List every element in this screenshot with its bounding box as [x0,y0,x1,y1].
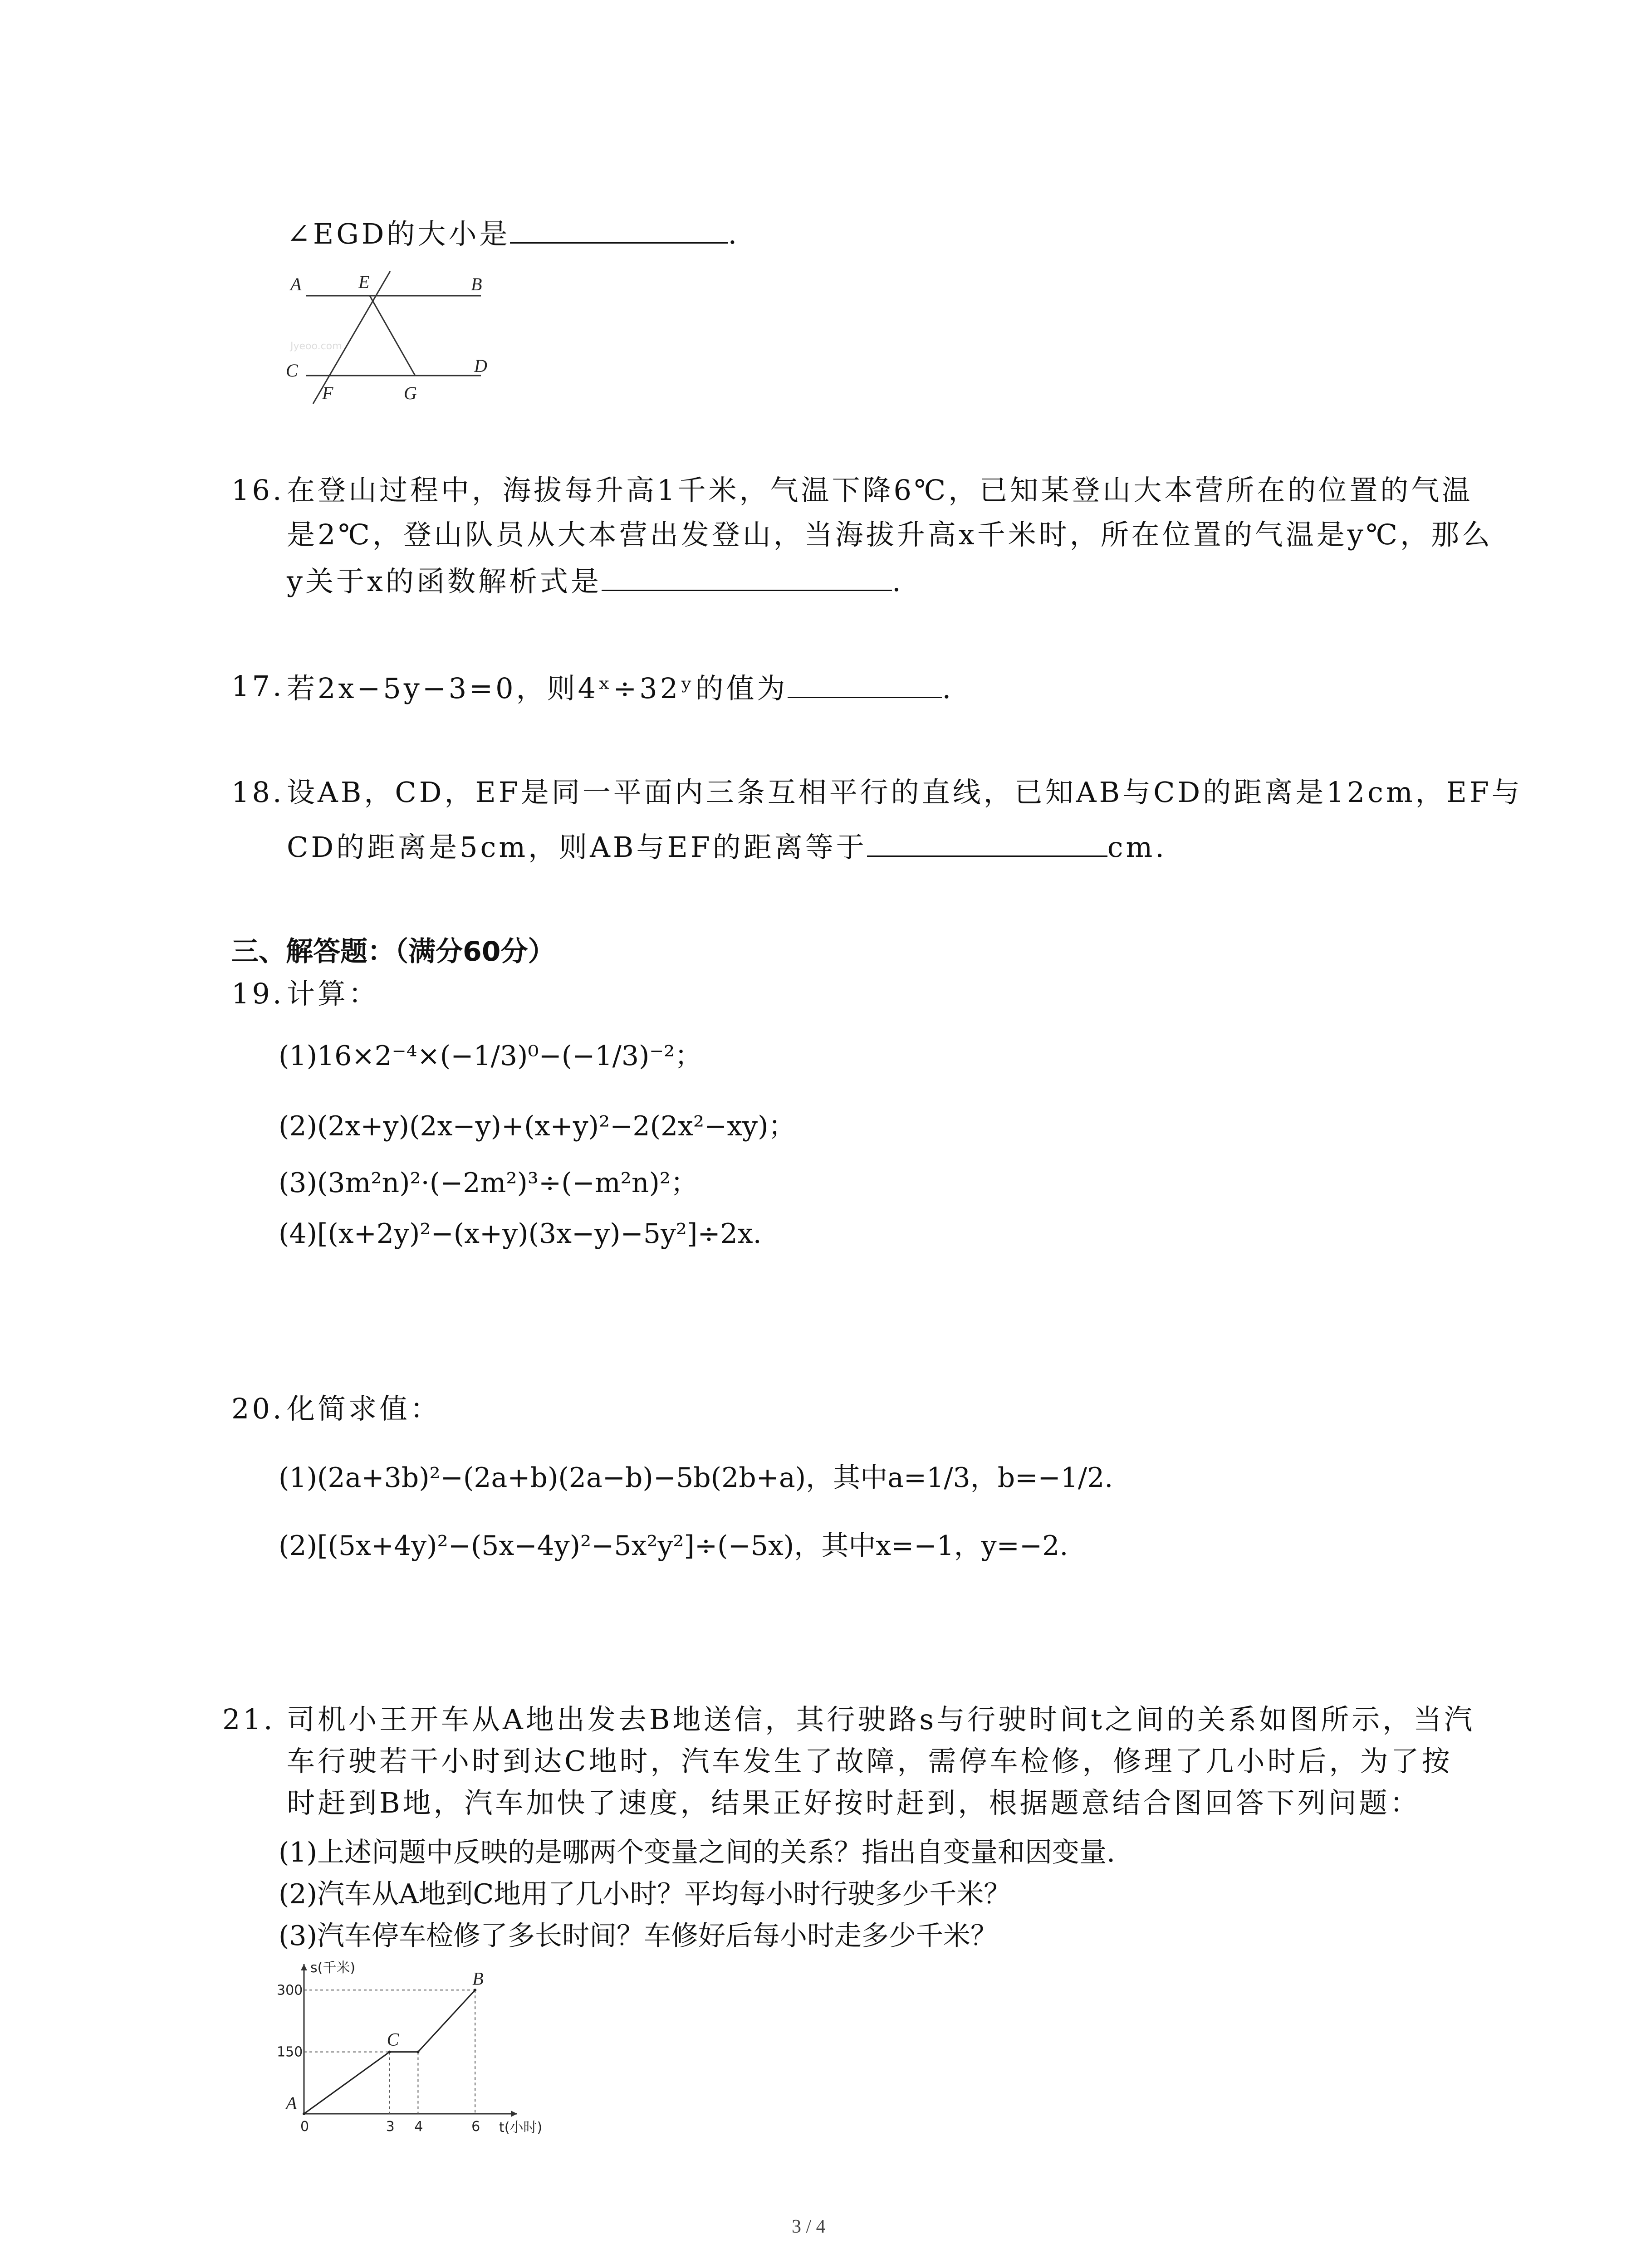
q20-item-2: (2)[(5x+4y)²−(5x−4y)²−5x²y²]÷(−5x)，其中x=−1，y=−2. [279,1530,1068,1562]
label-e: E [358,272,370,292]
x-axis-arrow [511,2111,517,2117]
chart-axes [301,1964,517,2117]
q17-number: 17. [231,670,284,703]
q16-line2: 是2℃，登山队员从大本营出发登山，当海拔升高x千米时，所在位置的气温是y℃，那么 [287,518,1493,551]
y-tick-label: 300 [277,1982,303,1999]
q17-end: . [942,672,954,705]
answer-blank [510,218,728,244]
q18-line2: CD的距离是5cm，则AB与EF的距离等于 [287,831,867,864]
answer-blank [602,565,892,591]
q21-item-2: (2)汽车从A地到C地用了几小时？平均每小时行驶多少千米？ [279,1878,1011,1910]
q19-item-3: (3)(3m²n)²·(−2m²)³÷(−m²n)²； [279,1167,698,1199]
q18-line2-wrap [287,831,1167,864]
x-tick-label: 4 [414,2119,423,2135]
q19-item-2: (2)(2x+y)(2x−y)+(x+y)²−2(2x²−xy)； [279,1110,796,1142]
y-axis-label: s(千米) [310,1960,356,1976]
q21-number: 21. [222,1703,275,1736]
q20-number: 20. [231,1392,284,1425]
segment-eg [370,296,415,376]
x-axis-label: t(小时) [499,2120,543,2136]
answer-blank [867,831,1107,857]
chart-labels [277,1960,542,2136]
q19-item-4: (4)[(x+2y)²−(x+y)(3x−y)−5y²]÷2x. [279,1218,762,1250]
q20-title: 化简求值： [287,1392,441,1425]
q15-angle-question [287,218,740,248]
point-label: A [286,2093,297,2113]
label-c: C [286,360,298,381]
page-number: 3 / 4 [792,2216,826,2237]
point-label: B [472,1968,484,1989]
x-tick-label: 0 [300,2119,309,2135]
x-tick-label: 3 [386,2119,395,2135]
q16-line3: y关于x的函数解析式是 [287,565,602,598]
data-point [474,1989,476,1991]
label-g: G [404,383,417,403]
q21-line2: 车行驶若干小时到达C地时，汽车发生了故障，需停车检修，修理了几小时后，为了按 [287,1745,1453,1778]
data-point [388,2051,391,2053]
point-label: C [387,2029,399,2050]
q15-end: . [728,217,740,250]
q15-text: ∠EGD的大小是 [287,217,510,250]
q21-line1: 司机小王开车从A地出发去B地送信，其行驶路s与行驶时间t之间的关系如图所示，当汽 [287,1703,1475,1736]
x-tick-label: 6 [471,2119,480,2135]
y-tick-label: 150 [277,2044,303,2060]
q21-item-3: (3)汽车停车检修了多长时间？车修好后每小时走多少千米？ [279,1920,998,1952]
watermark: Jyeoo.com [290,341,342,352]
label-a: A [290,274,302,294]
label-f: F [322,383,333,403]
data-point [303,2112,305,2115]
q18-end: cm. [1107,831,1167,864]
q18-number: 18. [231,776,284,809]
q19-number: 19. [231,977,284,1010]
q16-number: 16. [231,474,284,507]
y-axis-arrow [301,1964,307,1970]
q20-item-1: (1)(2a+3b)²−(2a+b)(2a−b)−5b(2b+a)，其中a=1/3，b=−1/2. [279,1462,1113,1494]
q17-wrap [287,672,954,703]
q17-text: 若2x−5y−3=0，则4ˣ÷32ʸ的值为 [287,672,788,705]
q18-line1: 设AB，CD，EF是同一平面内三条互相平行的直线，已知AB与CD的距离是12cm，EF与 [287,776,1523,809]
answer-blank [788,672,942,698]
section-three-heading: 三、解答题：（满分60分） [231,936,555,968]
q16-line1: 在登山过程中，海拔每升高1千米，气温下降6℃，已知某登山大本营所在的位置的气温 [287,474,1473,507]
label-b: B [471,274,482,294]
label-d: D [474,356,487,376]
q16-end: . [892,565,904,598]
parallel-lines-figure [281,268,499,417]
q16-line3-wrap [287,565,904,596]
data-point [416,2051,419,2053]
q21-item-1: (1)上述问题中反映的是哪两个变量之间的关系？指出自变量和因变量. [279,1837,1116,1868]
distance-time-chart [272,1960,543,2136]
q21-line3: 时赶到B地，汽车加快了速度，结果正好按时赶到，根据题意结合图回答下列问题： [287,1786,1421,1819]
q19-title: 计算： [287,977,380,1010]
q19-item-1: (1)16×2⁻⁴×(−1/3)⁰−(−1/3)⁻²； [279,1040,702,1072]
